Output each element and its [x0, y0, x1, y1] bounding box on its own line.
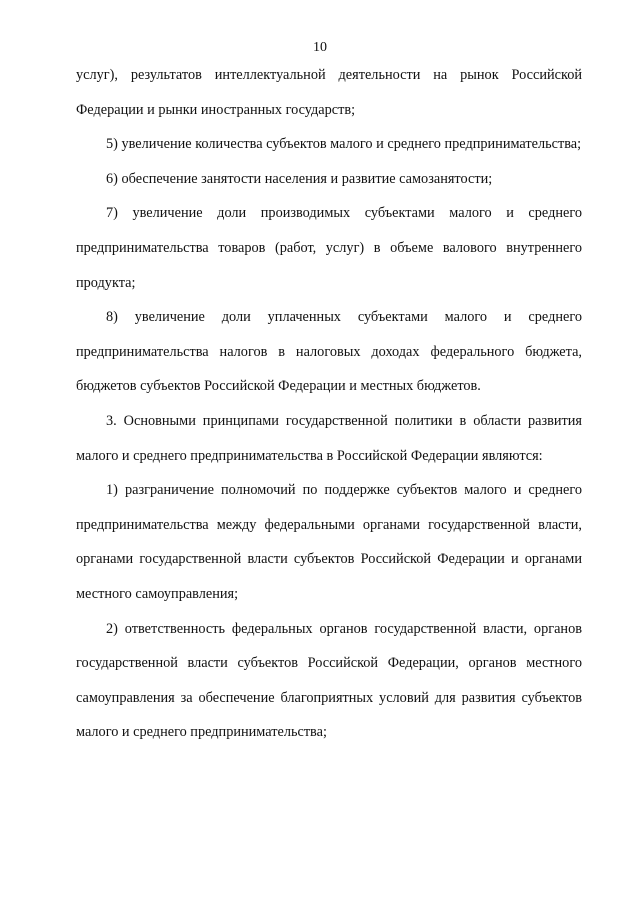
list-item-8: 8) увеличение доли уплаченных субъектами малого и среднего предпринимательства налогов в налоговых доходах федерального бюджета, бюджетов субъектов Российской Федерации и местных бюджетов. [76, 309, 582, 395]
list-item-5: 5) увеличение количества субъектов малого и среднего предпринимательства; [106, 136, 582, 153]
list-item-7: 7) увеличение доли производимых субъектами малого и среднего предпринимательства товаров (работ, услуг) в объеме валового внутреннего продукта; [76, 205, 582, 291]
paragraph-continuation: услуг), результатов интеллектуальной деятельности на рынок Российской Федерации и рынки иностранных государств; [76, 67, 582, 118]
section-3-paragraph: 3. Основными принципами государственной политики в области развития малого и среднего предпринимательства в Российской Федерации являются: [76, 412, 582, 464]
principle-item-2: 2) ответственность федеральных органов государственной власти, органов государственной власти субъектов Российской Федерации, органов местного самоуправления за обеспечение благоприятных условий для развития субъектов малого и среднего предпринимательства; [76, 620, 582, 741]
document-body [76, 58, 582, 750]
principle-item-1: 1) разграничение полномочий по поддержке субъектов малого и среднего предпринимательства между федеральными органами государственной власти, органами государственной власти субъектов Российской Федерации и органами местного самоуправления; [76, 482, 582, 602]
page-number: 10 [313, 40, 327, 55]
list-item-6: 6) обеспечение занятости населения и развитие самозанятости; [106, 170, 493, 187]
